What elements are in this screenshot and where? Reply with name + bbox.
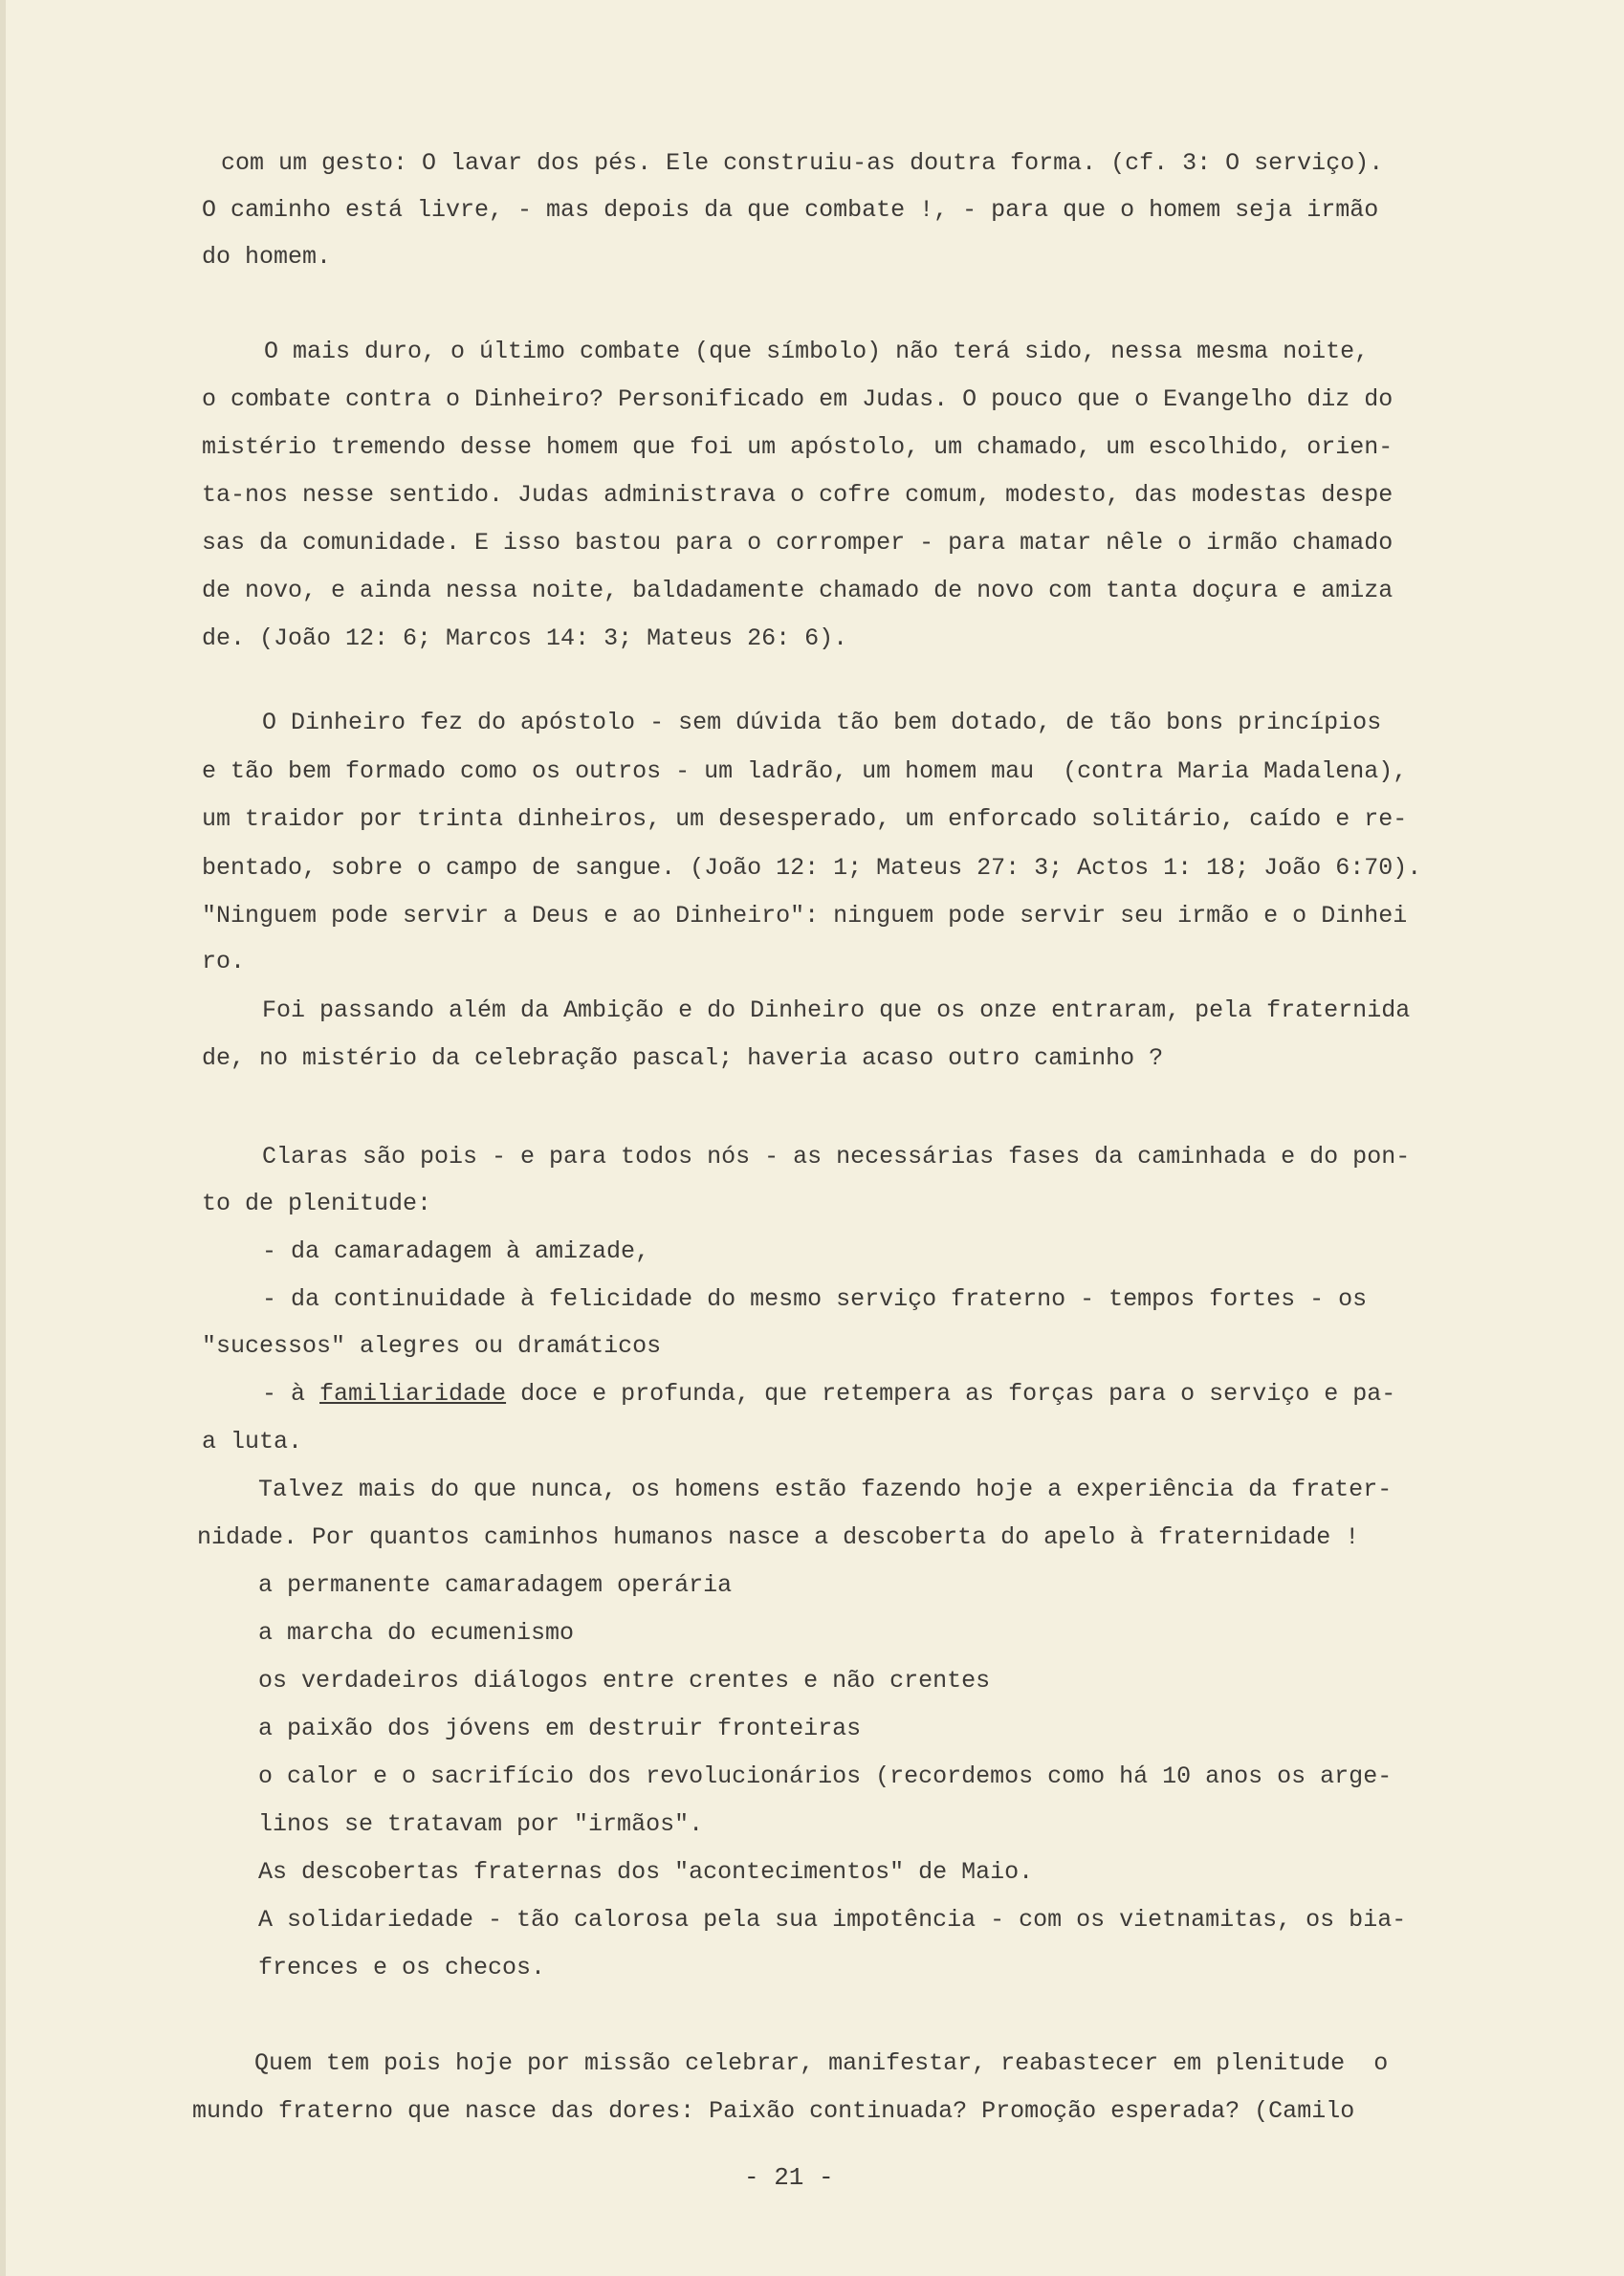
text-line: "sucessos" alegres ou dramáticos [202, 1332, 662, 1360]
text-line: nidade. Por quantos caminhos humanos nasce a descoberta do apelo à fraternidade ! [197, 1523, 1360, 1551]
text-line: sas da comunidade. E isso bastou para o corromper - para matar nêle o irmão chamado [202, 529, 1394, 557]
text-line: Talvez mais do que nunca, os homens estão fazendo hoje a experiência da frater- [258, 1476, 1393, 1503]
list-item: - da camaradagem à amizade, [262, 1237, 650, 1265]
text-line: frences e os checos. [258, 1954, 546, 1981]
text-suffix: doce e profunda, que retempera as forças para o serviço e pa- [506, 1380, 1396, 1408]
text-line: com um gesto: O lavar dos pés. Ele construiu-as doutra forma. (cf. 3: O serviço). [221, 149, 1384, 177]
text-line: Quem tem pois hoje por missão celebrar, manifestar, reabastecer em plenitude o [254, 2049, 1389, 2077]
text-line: ta-nos nesse sentido. Judas administrava o cofre comum, modesto, das modestas despe [202, 481, 1394, 509]
text-line: e tão bem formado como os outros - um ladrão, um homem mau (contra Maria Madalena), [202, 757, 1408, 785]
text-line: mistério tremendo desse homem que foi um apóstolo, um chamado, um escolhido, orien- [202, 433, 1394, 461]
list-item: As descobertas fraternas dos "acontecimentos" de Maio. [258, 1858, 1034, 1886]
list-item: a permanente camaradagem operária [258, 1571, 733, 1599]
text-line: O mais duro, o último combate (que símbolo) não terá sido, nessa mesma noite, [264, 338, 1370, 365]
text-line: de novo, e ainda nessa noite, baldadamente chamado de novo com tanta doçura e amiza [202, 577, 1394, 604]
text-line: bentado, sobre o campo de sangue. (João 12: 1; Mateus 27: 3; Actos 1: 18; João 6:70). [202, 854, 1422, 882]
text-line: O caminho está livre, - mas depois da que combate !, - para que o homem seja irmão [202, 196, 1379, 224]
text-line: Claras são pois - e para todos nós - as necessárias fases da caminhada e do pon- [262, 1143, 1411, 1171]
list-item [262, 1380, 1395, 1409]
text-line: um traidor por trinta dinheiros, um desesperado, um enforcado solitário, caído e re- [202, 805, 1408, 833]
text-line: de, no mistério da celebração pascal; haveria acaso outro caminho ? [202, 1044, 1164, 1072]
page-number: - 21 - [744, 2163, 834, 2192]
text-line: Foi passando além da Ambição e do Dinheiro que os onze entraram, pela fraternida [262, 996, 1411, 1024]
list-item: os verdadeiros diálogos entre crentes e não crentes [258, 1667, 991, 1695]
text-line: O Dinheiro fez do apóstolo - sem dúvida tão bem dotado, de tão bons princípios [262, 709, 1382, 736]
list-item: - da continuidade à felicidade do mesmo serviço fraterno - tempos fortes - os [262, 1285, 1368, 1313]
text-line: to de plenitude: [202, 1190, 432, 1217]
list-item: A solidariedade - tão calorosa pela sua impotência - com os vietnamitas, os bia- [258, 1906, 1407, 1934]
text-line: "Ninguem pode servir a Deus e ao Dinheiro": ninguem pode servir seu irmão e o Dinhei [202, 902, 1408, 930]
text-prefix: - à [262, 1380, 320, 1408]
text-line: ro. [202, 948, 246, 975]
list-item: a paixão dos jóvens em destruir fronteiras [258, 1715, 862, 1742]
text-line: o combate contra o Dinheiro? Personificado em Judas. O pouco que o Evangelho diz do [202, 385, 1394, 413]
text-line: a luta. [202, 1428, 303, 1455]
underlined-word: familiaridade [319, 1380, 507, 1408]
list-item: a marcha do ecumenismo [258, 1619, 575, 1647]
text-line: de. (João 12: 6; Marcos 14: 3; Mateus 26: 6). [202, 624, 848, 652]
text-line: mundo fraterno que nasce das dores: Paixão continuada? Promoção esperada? (Camilo [192, 2097, 1355, 2125]
text-line: linos se tratavam por "irmãos". [258, 1810, 704, 1838]
list-item: o calor e o sacrifício dos revolucionários (recordemos como há 10 anos os arge- [258, 1762, 1393, 1790]
text-line: do homem. [202, 243, 332, 271]
